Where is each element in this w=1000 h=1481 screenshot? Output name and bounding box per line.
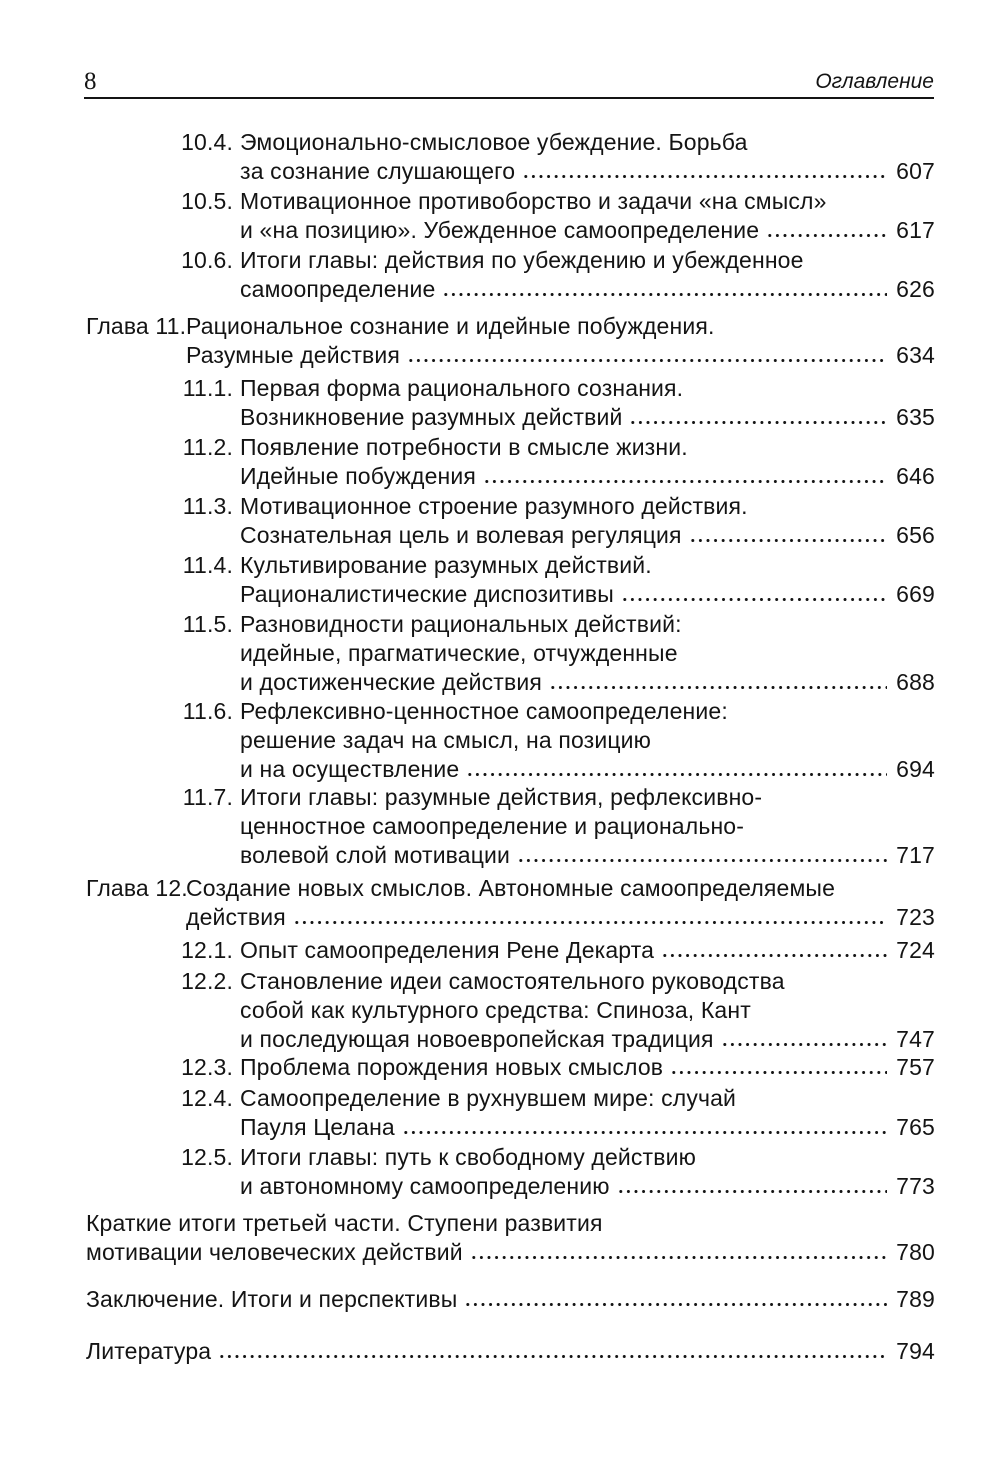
entry-page-number: 717	[896, 842, 935, 868]
dot-leader	[617, 1189, 887, 1194]
entry-title	[240, 610, 935, 697]
entry-page-number: 773	[896, 1173, 935, 1199]
entry-title-line: Рациональное сознание и идейные побуждения.	[186, 313, 715, 339]
entry-number: Глава 11.	[86, 313, 187, 339]
running-title: Оглавление	[815, 70, 934, 93]
entry-title-line: собой как культурного средства: Спиноза, Кант	[240, 997, 751, 1023]
entry-title-line: Заключение. Итоги и перспективы	[86, 1286, 458, 1312]
entry-number: 10.5.	[181, 188, 233, 214]
entry-number: 12.1.	[181, 937, 233, 963]
entry-title	[240, 492, 935, 550]
entry-page-number: 617	[896, 217, 935, 243]
entry-page-number: 626	[896, 276, 935, 302]
entry-page-number: 646	[896, 463, 935, 489]
entry-number: Глава 12.	[86, 875, 188, 901]
entry-title-line: Эмоционально-смысловое убеждение. Борьба	[240, 129, 748, 155]
entry-title	[240, 128, 935, 186]
entry-number: 11.3.	[182, 493, 233, 519]
dot-leader	[470, 1255, 887, 1260]
dot-leader	[218, 1354, 887, 1359]
entry-number: 11.4.	[182, 552, 233, 578]
entry-title	[240, 187, 935, 245]
entry-title	[86, 1285, 935, 1314]
entry-title	[240, 936, 935, 965]
entry-page-number: 757	[896, 1054, 935, 1080]
entry-number: 11.1.	[182, 375, 233, 401]
entry-title-line: Итоги главы: разумные действия, рефлексивно-	[240, 784, 763, 810]
entry-title-line: и последующая новоевропейская традиция	[240, 1026, 714, 1052]
dot-leader	[549, 685, 887, 690]
entry-number: 12.4.	[181, 1085, 233, 1111]
entry-title-line: и автономному самоопределению	[240, 1173, 610, 1199]
entry-title-line: Итоги главы: действия по убеждению и убежденное	[240, 247, 804, 273]
dot-leader	[621, 597, 887, 602]
dot-leader	[766, 233, 887, 238]
entry-number: 10.4.	[181, 129, 233, 155]
page-number: 8	[84, 68, 97, 95]
entry-number: 11.7.	[182, 784, 233, 810]
dot-leader	[721, 1042, 887, 1047]
entry-title	[186, 874, 935, 932]
entry-title-line: Культивирование разумных действий.	[240, 552, 652, 578]
entry-page-number: 607	[896, 158, 935, 184]
entry-title-line: мотивации человеческих действий	[86, 1239, 463, 1265]
entry-page-number: 694	[896, 756, 935, 782]
entry-title	[240, 246, 935, 304]
dot-leader	[407, 358, 887, 363]
dot-leader	[522, 174, 887, 179]
entry-title-line: Разумные действия	[186, 342, 401, 368]
entry-title	[240, 967, 935, 1054]
entry-title-line: Литература	[86, 1338, 212, 1364]
entry-title-line: Становление идеи самостоятельного руководства	[240, 968, 785, 994]
entry-page-number: 724	[896, 937, 935, 963]
entry-title-line: Сознательная цель и волевая регуляция	[240, 522, 682, 548]
entry-title-line: Пауля Целана	[240, 1114, 395, 1140]
dot-leader	[483, 479, 887, 484]
entry-title	[240, 1084, 935, 1142]
dot-leader	[442, 292, 887, 297]
entry-page-number: 780	[896, 1239, 935, 1265]
entry-title-line: Разновидности рациональных действий:	[240, 611, 682, 637]
dot-leader	[689, 538, 887, 543]
entry-title-line: Создание новых смыслов. Автономные самоопределяемые	[186, 875, 836, 901]
entry-title-line: Рефлексивно-ценностное самоопределение:	[240, 698, 728, 724]
entry-title	[86, 1209, 935, 1267]
entry-page-number: 723	[896, 904, 935, 930]
entry-page-number: 688	[896, 669, 935, 695]
entry-title	[240, 433, 935, 491]
entry-title-line: Итоги главы: путь к свободному действию	[240, 1144, 697, 1170]
dot-leader	[661, 953, 887, 958]
entry-number: 12.5.	[181, 1144, 233, 1170]
entry-number: 10.6.	[181, 247, 233, 273]
dot-leader	[293, 920, 887, 925]
entry-title-line: ценностное самоопределение и рационально-	[240, 813, 745, 839]
entry-title	[186, 312, 935, 370]
entry-title	[240, 551, 935, 609]
entry-title-line: решение задач на смысл, на позицию	[240, 727, 652, 753]
dot-leader	[402, 1130, 887, 1135]
entry-title	[240, 697, 935, 784]
entry-title-line: Самоопределение в рухнувшем мире: случай	[240, 1085, 737, 1111]
entry-title	[240, 374, 935, 432]
entry-title-line: Краткие итоги третьей части. Ступени развития	[86, 1210, 603, 1236]
entry-page-number: 634	[896, 342, 935, 368]
entry-page-number: 794	[896, 1338, 935, 1364]
dot-leader	[629, 420, 887, 425]
entry-title-line: Проблема порождения новых смыслов	[240, 1054, 664, 1080]
entry-title-line: Возникновение разумных действий	[240, 404, 623, 430]
entry-title-line: Опыт самоопределения Рене Декарта	[240, 937, 655, 963]
entry-title-line: Рационалистические диспозитивы	[240, 581, 614, 607]
entry-title	[240, 1053, 935, 1082]
dot-leader	[464, 1302, 887, 1307]
dot-leader	[670, 1070, 887, 1075]
entry-title-line: Идейные побуждения	[240, 463, 476, 489]
entry-page-number: 669	[896, 581, 935, 607]
entry-title	[240, 1143, 935, 1201]
entry-number: 12.2.	[181, 968, 233, 994]
entry-title-line: идейные, прагматические, отчужденные	[240, 640, 678, 666]
entry-title-line: Мотивационное противоборство и задачи «на смысл»	[240, 188, 827, 214]
entry-title-line: и «на позицию». Убежденное самоопределение	[240, 217, 760, 243]
entry-number: 12.3.	[181, 1054, 233, 1080]
entry-title-line: действия	[186, 904, 286, 930]
entry-page-number: 747	[896, 1026, 935, 1052]
entry-title	[86, 1337, 935, 1366]
page-header	[84, 62, 934, 98]
header-rule	[84, 97, 934, 99]
entry-page-number: 635	[896, 404, 935, 430]
entry-page-number: 765	[896, 1114, 935, 1140]
dot-leader	[466, 772, 887, 777]
entry-title-line: и достиженческие действия	[240, 669, 542, 695]
entry-number: 11.5.	[182, 611, 233, 637]
entry-title	[240, 783, 935, 870]
entry-title-line: самоопределение	[240, 276, 436, 302]
entry-title-line: Мотивационное строение разумного действия.	[240, 493, 748, 519]
entry-number: 11.6.	[182, 698, 233, 724]
entry-title-line: и на осуществление	[240, 756, 460, 782]
entry-title-line: Первая форма рационального сознания.	[240, 375, 684, 401]
entry-page-number: 656	[896, 522, 935, 548]
entry-title-line: Появление потребности в смысле жизни.	[240, 434, 688, 460]
entry-page-number: 789	[896, 1286, 935, 1312]
entry-title-line: волевой слой мотивации	[240, 842, 511, 868]
entry-number: 11.2.	[182, 434, 233, 460]
entry-title-line: за сознание слушающего	[240, 158, 516, 184]
dot-leader	[517, 858, 887, 863]
